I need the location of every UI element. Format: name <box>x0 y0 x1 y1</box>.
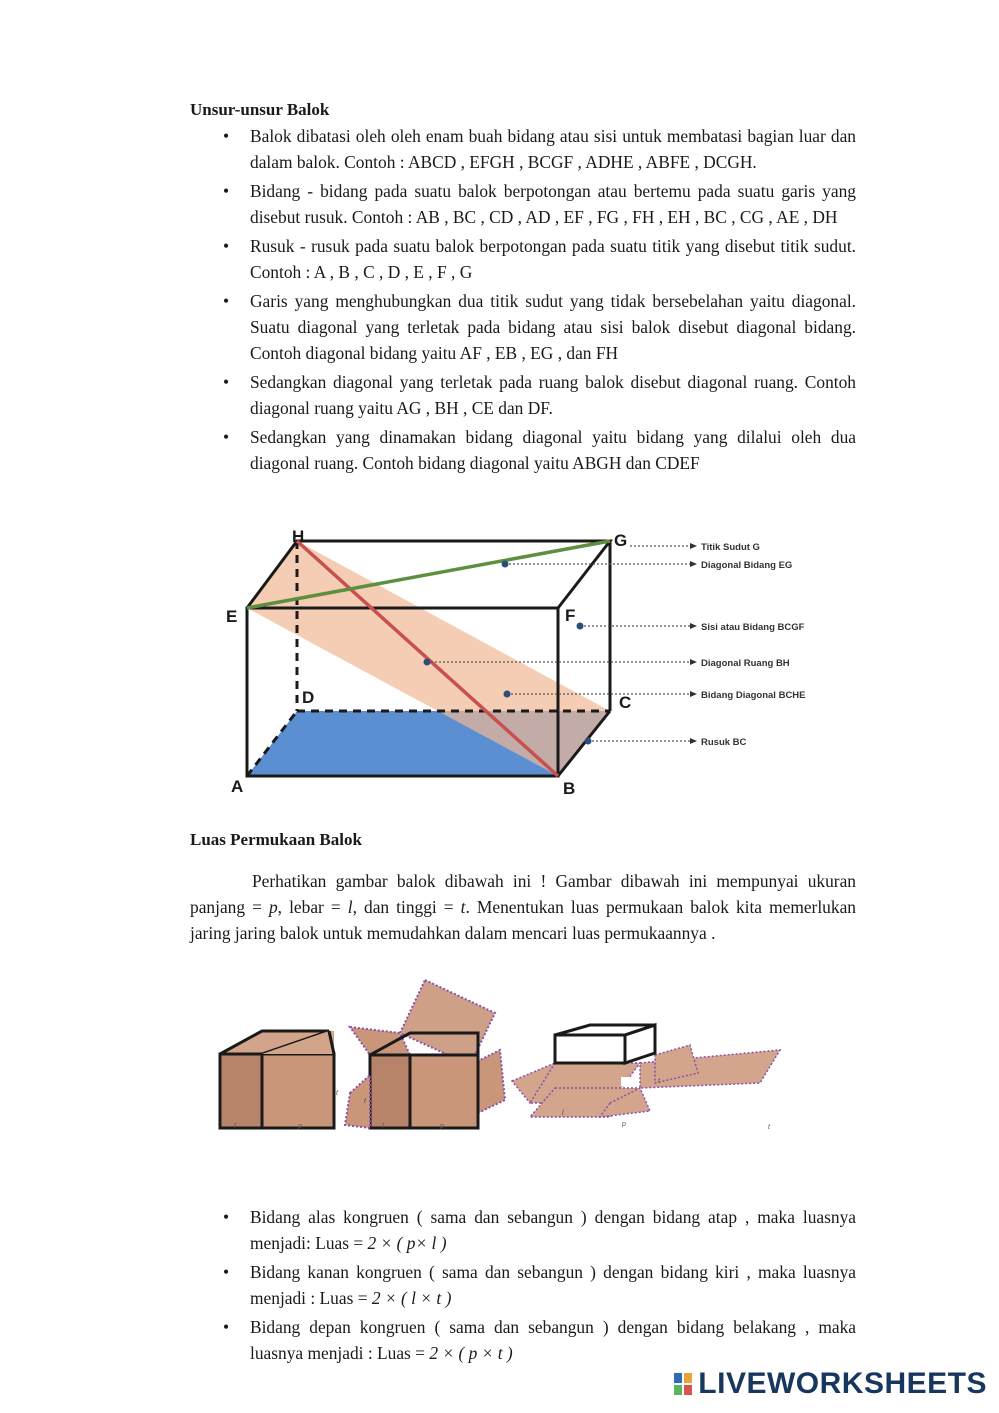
label-l-box2: l <box>382 1123 384 1130</box>
jaring-balok-diagram <box>0 975 999 1145</box>
annotation-arrowheads <box>690 543 697 744</box>
vertex-label-f: F <box>565 606 576 625</box>
formula-description: Bidang kanan kongruen ( sama dan sebangun ) dengan bidang kiri , maka luasnya menjadi : Luas = <box>250 1262 856 1308</box>
paragraph-text: , dan tinggi = <box>352 897 461 917</box>
list-item: • Rusuk - rusuk pada suatu balok berpotongan pada suatu titik yang disebut titik sudut. Contoh : A , B , C , D , E , F , G <box>190 233 856 285</box>
formula-depan-belakang: 2 × ( p × t ) <box>429 1343 513 1363</box>
list-item: • Sedangkan yang dinamakan bidang diagonal yaitu bidang yang dilalui oleh dua diagonal ruang. Contoh bidang diagonal yaitu ABGH dan CDEF <box>190 424 856 476</box>
annotation-diagonal-ruang-bh: Diagonal Ruang BH <box>701 658 790 669</box>
vertex-label-h: H <box>292 527 305 546</box>
label-p-box2: p <box>440 1123 444 1130</box>
list-item <box>190 1314 856 1366</box>
vertex-label-e: E <box>226 607 238 626</box>
formula-alas-atap: 2 × ( p× l ) <box>367 1233 447 1253</box>
vertex-label-b: B <box>563 779 576 798</box>
liveworksheets-logo <box>674 1367 987 1401</box>
variable-p: p <box>268 897 278 917</box>
label-t-net-end: t <box>768 1124 770 1131</box>
paragraph-text: . Menentukan luas permukaan balok kita memerlukan jaring jaring balok untuk memudahkan dalam mencari luas permukaannya . <box>190 897 856 943</box>
list-item <box>190 1259 856 1311</box>
formula-kanan-kiri: 2 × ( l × t ) <box>371 1288 452 1308</box>
variable-t: t <box>460 897 466 917</box>
label-t-box2: t <box>364 1098 366 1105</box>
annotation-bidang-diagonal-bche: Bidang Diagonal BCHE <box>701 690 806 701</box>
label-l-net: l <box>562 1110 564 1117</box>
vertex-label-d: D <box>302 688 315 707</box>
solid-box <box>220 1031 334 1128</box>
section-title-luas-permukaan: Luas Permukaan Balok <box>190 830 362 849</box>
intro-paragraph <box>190 868 856 946</box>
list-item: • Sedangkan diagonal yang terletak pada ruang balok disebut diagonal ruang. Contoh diagonal ruang yaitu AG , BH , CE dan DF. <box>190 369 856 421</box>
label-p-box1: p <box>298 1123 302 1130</box>
vertex-label-a: A <box>231 777 244 796</box>
label-p-net: p <box>622 1121 626 1128</box>
balok-diagram <box>0 522 999 807</box>
formula-description: Bidang depan kongruen ( sama dan sebangun ) dengan bidang belakang , maka luasnya menjadi : Luas = <box>250 1317 856 1363</box>
annotation-titik-sudut-g: Titik Sudut G <box>701 542 760 553</box>
annotation-sisi-bcgf: Sisi atau Bidang BCGF <box>701 622 805 633</box>
unfolding-box <box>345 980 505 1128</box>
luas-formula-list <box>190 1204 856 1369</box>
annotation-rusuk-bc: Rusuk BC <box>701 737 747 748</box>
label-t-net: t <box>658 1078 660 1085</box>
annotation-diagonal-bidang-eg: Diagonal Bidang EG <box>701 560 793 571</box>
variable-l: l <box>347 897 353 917</box>
vertex-label-c: C <box>619 693 632 712</box>
flattened-net <box>512 1025 780 1117</box>
formula-description: Bidang alas kongruen ( sama dan sebangun ) dengan bidang atap , maka luasnya menjadi: Luas = <box>250 1207 856 1253</box>
vertex-label-g: G <box>614 531 628 550</box>
list-item: • Garis yang menghubungkan dua titik sudut yang tidak bersebelahan yaitu diagonal. Suatu diagonal yang terletak pada bidang atau sisi balok disebut diagonal bidang. Contoh diagonal bidang yaitu AF , EB , EG , dan FH <box>190 288 856 366</box>
paragraph-text: Perhatikan gambar balok dibawah ini ! Gambar dibawah ini mempunyai ukuran panjang = <box>190 871 856 917</box>
logo-text: LIVEWORKSHEETS <box>698 1367 987 1400</box>
paragraph-text: , lebar = <box>277 897 348 917</box>
list-item <box>190 1204 856 1256</box>
list-item: • Balok dibatasi oleh oleh enam buah bidang atau sisi untuk membatasi bagian luar dan dalam balok. Contoh : ABCD , EFGH , BCGF , ADHE , ABFE , DCGH. <box>190 123 856 175</box>
label-l-box1: l <box>234 1123 236 1130</box>
list-item: • Bidang - bidang pada suatu balok berpotongan atau bertemu pada suatu garis yang disebut rusuk. Contoh : AB , BC , CD , AD , EF , FG , FH , EH , BC , CG , AE , DH <box>190 178 856 230</box>
unsur-balok-list <box>190 123 856 479</box>
label-t-box1: t <box>336 1090 338 1097</box>
logo-mark-icon <box>674 1373 692 1395</box>
section-title-unsur-balok: Unsur-unsur Balok <box>190 100 330 119</box>
